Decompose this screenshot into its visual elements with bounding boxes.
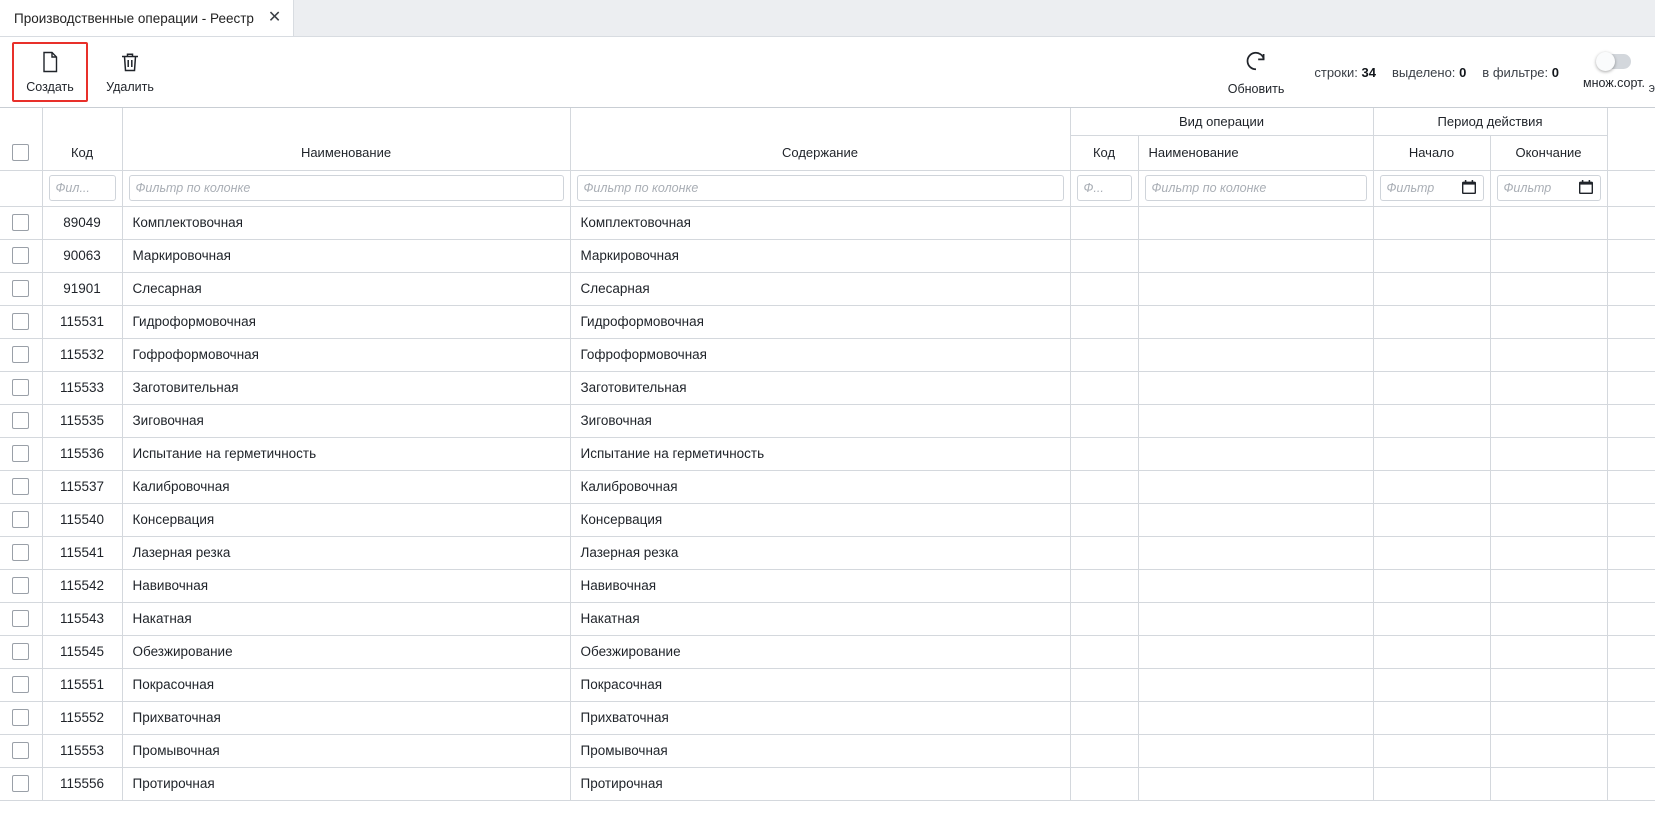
row-select-cell[interactable] xyxy=(0,305,42,338)
cell-tail xyxy=(1607,701,1655,734)
cell-code: 115536 xyxy=(42,437,122,470)
table-row[interactable] xyxy=(0,305,1655,338)
cell-name: Заготовительная xyxy=(122,371,570,404)
table-row[interactable] xyxy=(0,668,1655,701)
tab-strip xyxy=(0,0,1655,37)
cell-end xyxy=(1490,371,1607,404)
cell-begin xyxy=(1373,437,1490,470)
cell-code: 115537 xyxy=(42,470,122,503)
tab-production-operations-registry[interactable] xyxy=(0,0,294,36)
cell-kind-name xyxy=(1138,503,1373,536)
column-header-code[interactable]: Код xyxy=(42,135,122,170)
row-select-cell[interactable] xyxy=(0,734,42,767)
select-all-checkbox[interactable] xyxy=(12,144,29,161)
cell-name: Обезжирование xyxy=(122,635,570,668)
table-row[interactable] xyxy=(0,701,1655,734)
cell-kind-name xyxy=(1138,371,1373,404)
table-row[interactable] xyxy=(0,239,1655,272)
cell-name: Навивочная xyxy=(122,569,570,602)
cell-code: 115532 xyxy=(42,338,122,371)
filter-cell-end xyxy=(1490,170,1607,206)
cell-content: Гофроформовочная xyxy=(570,338,1070,371)
cell-name: Гофроформовочная xyxy=(122,338,570,371)
row-select-cell[interactable] xyxy=(0,569,42,602)
table-row[interactable] xyxy=(0,536,1655,569)
calendar-icon[interactable] xyxy=(1578,179,1594,198)
multisort-control xyxy=(1583,54,1651,90)
cell-kind-code xyxy=(1070,338,1138,371)
cell-name: Слесарная xyxy=(122,272,570,305)
cell-content: Обезжирование xyxy=(570,635,1070,668)
cell-tail xyxy=(1607,338,1655,371)
row-checkbox[interactable] xyxy=(12,247,29,264)
cell-begin xyxy=(1373,602,1490,635)
cell-begin xyxy=(1373,338,1490,371)
cell-code: 115553 xyxy=(42,734,122,767)
column-header-content[interactable]: Содержание xyxy=(570,135,1070,170)
toolbar-right-group xyxy=(1222,46,1655,98)
filter-cell-kind-code xyxy=(1070,170,1138,206)
cell-code: 115543 xyxy=(42,602,122,635)
cell-kind-name xyxy=(1138,437,1373,470)
filtered-counter xyxy=(1482,65,1559,80)
cell-content: Промывочная xyxy=(570,734,1070,767)
cell-content: Калибровочная xyxy=(570,470,1070,503)
row-select-cell[interactable] xyxy=(0,503,42,536)
cell-begin xyxy=(1373,272,1490,305)
filter-input-end[interactable] xyxy=(1497,175,1601,201)
filter-placeholder-content: Фильтр по колонке xyxy=(583,181,699,195)
multisort-toggle[interactable] xyxy=(1597,54,1631,69)
filter-placeholder-end: Фильтр xyxy=(1503,181,1552,195)
cell-kind-name xyxy=(1138,569,1373,602)
cell-begin xyxy=(1373,569,1490,602)
multisort-label: множ.сорт. xyxy=(1583,76,1645,90)
cell-end xyxy=(1490,305,1607,338)
cell-tail xyxy=(1607,437,1655,470)
cell-content: Заготовительная xyxy=(570,371,1070,404)
row-checkbox[interactable] xyxy=(12,313,29,330)
cell-code: 115542 xyxy=(42,569,122,602)
trash-icon xyxy=(118,50,142,74)
cell-tail xyxy=(1607,272,1655,305)
counters xyxy=(1314,65,1559,80)
cell-content: Накатная xyxy=(570,602,1070,635)
row-checkbox[interactable] xyxy=(12,280,29,297)
cell-end xyxy=(1490,338,1607,371)
cell-end xyxy=(1490,569,1607,602)
calendar-icon[interactable] xyxy=(1461,179,1477,198)
rows-counter-value: 34 xyxy=(1361,64,1376,80)
cell-begin xyxy=(1373,635,1490,668)
filter-cell-begin xyxy=(1373,170,1490,206)
cell-end xyxy=(1490,272,1607,305)
cell-kind-name xyxy=(1138,470,1373,503)
row-checkbox[interactable] xyxy=(12,445,29,462)
filter-blank-select xyxy=(0,170,42,206)
cell-content: Зиговочная xyxy=(570,404,1070,437)
table-row[interactable] xyxy=(0,470,1655,503)
cell-begin xyxy=(1373,668,1490,701)
row-select-cell[interactable] xyxy=(0,635,42,668)
cell-kind-name xyxy=(1138,404,1373,437)
cell-tail xyxy=(1607,239,1655,272)
cell-kind-code xyxy=(1070,767,1138,800)
row-checkbox[interactable] xyxy=(12,214,29,231)
cell-kind-code xyxy=(1070,404,1138,437)
selected-counter xyxy=(1392,65,1466,80)
cell-tail xyxy=(1607,305,1655,338)
table-head xyxy=(0,108,1655,206)
cell-kind-code xyxy=(1070,503,1138,536)
row-checkbox[interactable] xyxy=(12,676,29,693)
table-row[interactable] xyxy=(0,602,1655,635)
row-checkbox[interactable] xyxy=(12,379,29,396)
column-header-kind-name[interactable]: Наименование xyxy=(1138,135,1373,170)
table-row[interactable] xyxy=(0,371,1655,404)
group-blank-tail xyxy=(1607,108,1655,135)
filter-cell-content xyxy=(570,170,1070,206)
cell-kind-code xyxy=(1070,701,1138,734)
cell-kind-code xyxy=(1070,470,1138,503)
cell-tail xyxy=(1607,569,1655,602)
cell-code: 115535 xyxy=(42,404,122,437)
cell-end xyxy=(1490,206,1607,239)
filter-cell-name xyxy=(122,170,570,206)
row-checkbox[interactable] xyxy=(12,412,29,429)
group-header-validity-period: Период действия xyxy=(1373,108,1607,135)
cell-content: Прихваточная xyxy=(570,701,1070,734)
cell-tail xyxy=(1607,206,1655,239)
cell-begin xyxy=(1373,536,1490,569)
cell-content: Маркировочная xyxy=(570,239,1070,272)
row-checkbox[interactable] xyxy=(12,544,29,561)
cell-kind-name xyxy=(1138,668,1373,701)
cell-kind-name xyxy=(1138,767,1373,800)
row-select-cell[interactable] xyxy=(0,668,42,701)
row-checkbox[interactable] xyxy=(12,775,29,792)
cell-tail xyxy=(1607,635,1655,668)
row-select-cell[interactable] xyxy=(0,404,42,437)
row-select-cell[interactable] xyxy=(0,239,42,272)
cell-code: 115551 xyxy=(42,668,122,701)
cell-tail xyxy=(1607,734,1655,767)
row-checkbox[interactable] xyxy=(12,511,29,528)
cell-code: 115533 xyxy=(42,371,122,404)
table-row[interactable] xyxy=(0,437,1655,470)
table-row[interactable] xyxy=(0,734,1655,767)
filter-input-kind-code[interactable] xyxy=(1077,175,1132,201)
cell-tail xyxy=(1607,767,1655,800)
cell-content: Гидроформовочная xyxy=(570,305,1070,338)
cell-begin xyxy=(1373,701,1490,734)
cell-code: 89049 xyxy=(42,206,122,239)
column-header-begin[interactable]: Начало xyxy=(1373,135,1490,170)
cell-tail xyxy=(1607,503,1655,536)
cell-kind-code xyxy=(1070,635,1138,668)
cell-name: Протирочная xyxy=(122,767,570,800)
delete-button-label: Удалить xyxy=(106,80,154,94)
cell-code: 115552 xyxy=(42,701,122,734)
cell-kind-code xyxy=(1070,305,1138,338)
filter-placeholder-code: Фил... xyxy=(55,181,90,195)
cell-content: Испытание на герметичность xyxy=(570,437,1070,470)
cell-end xyxy=(1490,470,1607,503)
row-select-cell[interactable] xyxy=(0,536,42,569)
table-row[interactable] xyxy=(0,503,1655,536)
row-checkbox[interactable] xyxy=(12,643,29,660)
close-icon[interactable]: ✕ xyxy=(267,9,282,26)
toolbar-left-group xyxy=(0,42,168,102)
cell-begin xyxy=(1373,767,1490,800)
cell-end xyxy=(1490,635,1607,668)
table-row[interactable] xyxy=(0,206,1655,239)
filter-placeholder-kind-name: Фильтр по колонке xyxy=(1151,181,1267,195)
filter-cell-kind-name xyxy=(1138,170,1373,206)
cell-tail xyxy=(1607,668,1655,701)
delete-button[interactable] xyxy=(92,42,168,102)
table-row[interactable] xyxy=(0,404,1655,437)
cell-name: Накатная xyxy=(122,602,570,635)
cell-content: Лазерная резка xyxy=(570,536,1070,569)
cell-name: Прихваточная xyxy=(122,701,570,734)
cell-tail xyxy=(1607,536,1655,569)
cell-end xyxy=(1490,701,1607,734)
row-select-cell[interactable] xyxy=(0,701,42,734)
refresh-button[interactable] xyxy=(1222,46,1291,98)
cell-kind-name xyxy=(1138,701,1373,734)
select-all-header xyxy=(0,135,42,170)
selected-counter-label: выделено: xyxy=(1391,64,1456,80)
filter-placeholder-name: Фильтр по колонке xyxy=(135,181,251,195)
table-row[interactable] xyxy=(0,338,1655,371)
cell-kind-name xyxy=(1138,272,1373,305)
cell-name: Комплектовочная xyxy=(122,206,570,239)
create-button[interactable] xyxy=(12,42,88,102)
cell-kind-code xyxy=(1070,602,1138,635)
cell-end xyxy=(1490,602,1607,635)
cell-code: 115556 xyxy=(42,767,122,800)
row-select-cell[interactable] xyxy=(0,767,42,800)
cell-begin xyxy=(1373,239,1490,272)
cell-name: Зиговочная xyxy=(122,404,570,437)
row-select-cell[interactable] xyxy=(0,602,42,635)
cell-kind-name xyxy=(1138,206,1373,239)
document-new-icon xyxy=(38,50,62,74)
cell-kind-code xyxy=(1070,272,1138,305)
cell-end xyxy=(1490,503,1607,536)
filter-input-kind-name[interactable] xyxy=(1145,175,1367,201)
cell-kind-code xyxy=(1070,668,1138,701)
toggle-knob xyxy=(1596,52,1615,71)
cell-code: 115545 xyxy=(42,635,122,668)
cell-code: 115540 xyxy=(42,503,122,536)
table-body xyxy=(0,206,1655,800)
cell-begin xyxy=(1373,404,1490,437)
cell-tail xyxy=(1607,404,1655,437)
row-select-cell[interactable] xyxy=(0,470,42,503)
toolbar-clipped-label: э xyxy=(1648,81,1655,95)
cell-end xyxy=(1490,239,1607,272)
row-select-cell[interactable] xyxy=(0,437,42,470)
cell-kind-name xyxy=(1138,734,1373,767)
cell-kind-code xyxy=(1070,239,1138,272)
cell-code: 115541 xyxy=(42,536,122,569)
row-checkbox[interactable] xyxy=(12,346,29,363)
cell-kind-name xyxy=(1138,338,1373,371)
cell-code: 90063 xyxy=(42,239,122,272)
data-grid xyxy=(0,108,1655,801)
row-checkbox[interactable] xyxy=(12,478,29,495)
group-header-operation-kind: Вид операции xyxy=(1070,108,1373,135)
cell-code: 91901 xyxy=(42,272,122,305)
cell-content: Комплектовочная xyxy=(570,206,1070,239)
toolbar xyxy=(0,37,1655,108)
cell-name: Испытание на герметичность xyxy=(122,437,570,470)
cell-kind-name xyxy=(1138,239,1373,272)
cell-code: 115531 xyxy=(42,305,122,338)
cell-begin xyxy=(1373,503,1490,536)
cell-kind-code xyxy=(1070,371,1138,404)
cell-end xyxy=(1490,404,1607,437)
filter-input-name[interactable] xyxy=(129,175,564,201)
cell-end xyxy=(1490,536,1607,569)
cell-tail xyxy=(1607,602,1655,635)
group-blank-content xyxy=(570,108,1070,135)
cell-name: Покрасочная xyxy=(122,668,570,701)
cell-content: Покрасочная xyxy=(570,668,1070,701)
cell-content: Консервация xyxy=(570,503,1070,536)
cell-end xyxy=(1490,668,1607,701)
row-checkbox[interactable] xyxy=(12,577,29,594)
filter-input-begin[interactable] xyxy=(1380,175,1484,201)
row-select-cell[interactable] xyxy=(0,371,42,404)
refresh-button-label: Обновить xyxy=(1227,82,1285,96)
filter-input-code[interactable] xyxy=(49,175,116,201)
row-checkbox[interactable] xyxy=(12,610,29,627)
column-header-row xyxy=(0,135,1655,170)
table-row[interactable] xyxy=(0,272,1655,305)
column-header-name[interactable]: Наименование xyxy=(122,135,570,170)
tab-label: Производственные операции - Реестр xyxy=(14,10,254,26)
table-row[interactable] xyxy=(0,569,1655,602)
group-blank-name xyxy=(122,108,570,135)
row-checkbox[interactable] xyxy=(12,709,29,726)
filter-cell-code xyxy=(42,170,122,206)
cell-end xyxy=(1490,767,1607,800)
cell-kind-name xyxy=(1138,635,1373,668)
filter-row xyxy=(0,170,1655,206)
cell-begin xyxy=(1373,734,1490,767)
filter-placeholder-begin: Фильтр xyxy=(1386,181,1435,195)
selected-counter-value: 0 xyxy=(1459,64,1467,80)
cell-kind-code xyxy=(1070,437,1138,470)
cell-content: Протирочная xyxy=(570,767,1070,800)
cell-content: Навивочная xyxy=(570,569,1070,602)
cell-kind-name xyxy=(1138,305,1373,338)
cell-tail xyxy=(1607,371,1655,404)
rows-counter-label: строки: xyxy=(1314,64,1358,80)
rows-counter xyxy=(1314,65,1376,80)
create-button-label: Создать xyxy=(26,80,74,94)
cell-name: Маркировочная xyxy=(122,239,570,272)
cell-kind-code xyxy=(1070,569,1138,602)
cell-begin xyxy=(1373,305,1490,338)
cell-content: Слесарная xyxy=(570,272,1070,305)
cell-kind-code xyxy=(1070,536,1138,569)
cell-name: Промывочная xyxy=(122,734,570,767)
table-row[interactable] xyxy=(0,767,1655,800)
cell-end xyxy=(1490,734,1607,767)
cell-name: Калибровочная xyxy=(122,470,570,503)
registry-table xyxy=(0,108,1655,801)
row-select-cell[interactable] xyxy=(0,272,42,305)
cell-name: Гидроформовочная xyxy=(122,305,570,338)
cell-begin xyxy=(1373,470,1490,503)
row-select-cell[interactable] xyxy=(0,206,42,239)
group-header-row xyxy=(0,108,1655,135)
refresh-icon xyxy=(1243,48,1269,77)
row-select-cell[interactable] xyxy=(0,338,42,371)
row-checkbox[interactable] xyxy=(12,742,29,759)
table-row[interactable] xyxy=(0,635,1655,668)
cell-kind-code xyxy=(1070,734,1138,767)
filtered-counter-value: 0 xyxy=(1551,64,1560,80)
cell-kind-name xyxy=(1138,536,1373,569)
cell-begin xyxy=(1373,206,1490,239)
column-header-kind-code[interactable]: Код xyxy=(1070,135,1138,170)
cell-kind-code xyxy=(1070,206,1138,239)
group-blank-code xyxy=(42,108,122,135)
group-blank-select xyxy=(0,108,42,135)
filter-blank-tail xyxy=(1607,170,1655,206)
column-header-tail xyxy=(1607,135,1655,170)
column-header-end[interactable]: Окончание xyxy=(1490,135,1607,170)
filtered-counter-label: в фильтре: xyxy=(1482,64,1549,80)
cell-kind-name xyxy=(1138,602,1373,635)
cell-name: Консервация xyxy=(122,503,570,536)
cell-begin xyxy=(1373,371,1490,404)
cell-name: Лазерная резка xyxy=(122,536,570,569)
filter-input-content[interactable] xyxy=(577,175,1064,201)
cell-end xyxy=(1490,437,1607,470)
filter-placeholder-kind-code: Ф... xyxy=(1083,181,1104,195)
cell-tail xyxy=(1607,470,1655,503)
